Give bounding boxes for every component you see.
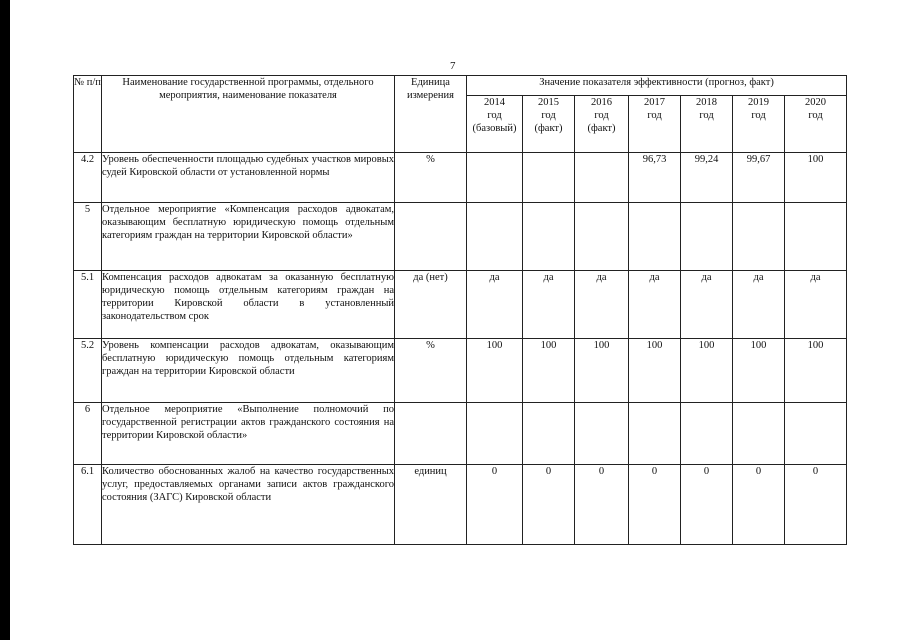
row-value-2016: 0 xyxy=(575,465,629,545)
header-year-3 xyxy=(629,96,681,153)
header-year-year: 2018 xyxy=(696,97,717,108)
row-value-2020: да xyxy=(785,271,847,339)
row-unit xyxy=(395,403,467,465)
row-value-2017 xyxy=(629,203,681,271)
table-body xyxy=(74,153,847,545)
row-value-2020: 0 xyxy=(785,465,847,545)
scan-edge-bar xyxy=(0,0,10,640)
row-value-2018: 99,24 xyxy=(681,153,733,203)
header-year-0 xyxy=(467,96,523,153)
header-year-note: (базовый) xyxy=(472,123,517,134)
row-value-2020: 100 xyxy=(785,153,847,203)
header-number: № п/п xyxy=(74,76,102,153)
table-row xyxy=(74,153,847,203)
header-year-4 xyxy=(681,96,733,153)
header-year-1 xyxy=(523,96,575,153)
row-value-2020: 100 xyxy=(785,339,847,403)
header-year-year: 2017 xyxy=(644,97,665,108)
row-value-2019: 0 xyxy=(733,465,785,545)
row-value-2016: 100 xyxy=(575,339,629,403)
row-unit xyxy=(395,203,467,271)
row-value-2015 xyxy=(523,203,575,271)
row-number: 5.2 xyxy=(74,339,102,403)
header-year-unit: год xyxy=(699,110,714,121)
row-value-2015 xyxy=(523,403,575,465)
row-value-2017 xyxy=(629,403,681,465)
row-value-2014 xyxy=(467,153,523,203)
header-year-year: 2019 xyxy=(748,97,769,108)
header-year-5 xyxy=(733,96,785,153)
row-name: Уровень компенсации расходов адвокатам, оказывающим бесплатную юридическую помощь отдельным категориям граждан на территории Кировской области xyxy=(102,339,395,403)
row-value-2015: 100 xyxy=(523,339,575,403)
header-year-note: (факт) xyxy=(534,123,563,134)
header-unit: Единица измерения xyxy=(395,76,467,153)
header-year-unit: год xyxy=(594,110,609,121)
row-name: Отдельное мероприятие «Компенсация расходов адвокатам, оказывающим бесплатную юридическую помощь отдельным категориям граждан на территории Кировской области» xyxy=(102,203,395,271)
row-value-2016 xyxy=(575,153,629,203)
row-unit: % xyxy=(395,153,467,203)
row-value-2018: 100 xyxy=(681,339,733,403)
header-year-6 xyxy=(785,96,847,153)
row-number: 5.1 xyxy=(74,271,102,339)
header-year-unit: год xyxy=(808,110,823,121)
row-value-2019: 100 xyxy=(733,339,785,403)
row-value-2018: 0 xyxy=(681,465,733,545)
table-row xyxy=(74,465,847,545)
header-year-year: 2014 xyxy=(484,97,505,108)
row-value-2019: 99,67 xyxy=(733,153,785,203)
row-name: Отдельное мероприятие «Выполнение полномочий по государственной регистрации актов гражданского состояния на территории Кировской области» xyxy=(102,403,395,465)
header-year-unit: год xyxy=(751,110,766,121)
row-value-2019 xyxy=(733,403,785,465)
row-value-2015 xyxy=(523,153,575,203)
row-number: 4.2 xyxy=(74,153,102,203)
row-value-2019 xyxy=(733,203,785,271)
row-value-2016: да xyxy=(575,271,629,339)
header-year-year: 2020 xyxy=(805,97,827,108)
header-year-unit: год xyxy=(647,110,662,121)
row-value-2017: 0 xyxy=(629,465,681,545)
indicators-table xyxy=(73,75,847,545)
row-value-2014 xyxy=(467,203,523,271)
row-value-2016 xyxy=(575,203,629,271)
table-row xyxy=(74,271,847,339)
row-value-2019: да xyxy=(733,271,785,339)
header-value: Значение показателя эффективности (прогноз, факт) xyxy=(467,76,847,96)
header-year-unit: год xyxy=(487,110,502,121)
table-row xyxy=(74,403,847,465)
row-value-2017: 100 xyxy=(629,339,681,403)
row-value-2014: 100 xyxy=(467,339,523,403)
row-value-2017: да xyxy=(629,271,681,339)
row-number: 6.1 xyxy=(74,465,102,545)
row-value-2018 xyxy=(681,403,733,465)
row-name: Количество обоснованных жалоб на качество государственных услуг, предоставляемых органами записи актов гражданского состояния (ЗАГС) Кировской области xyxy=(102,465,395,545)
header-year-unit: год xyxy=(541,110,556,121)
row-value-2015: 0 xyxy=(523,465,575,545)
row-name: Уровень обеспеченности площадью судебных участков мировых судей Кировской области от установленной нормы xyxy=(102,153,395,203)
row-value-2014 xyxy=(467,403,523,465)
row-value-2018 xyxy=(681,203,733,271)
row-unit: % xyxy=(395,339,467,403)
header-year-year: 2016 xyxy=(591,97,612,108)
row-number: 6 xyxy=(74,403,102,465)
row-unit: да (нет) xyxy=(395,271,467,339)
header-row-top xyxy=(74,76,847,96)
row-value-2016 xyxy=(575,403,629,465)
table-row xyxy=(74,203,847,271)
header-name: Наименование государственной программы, отдельного мероприятия, наименование показателя xyxy=(102,76,395,153)
row-name: Компенсация расходов адвокатам за оказанную бесплатную юридическую помощь отдельным категориям граждан на территории Кировской области в установленный законодательством срок xyxy=(102,271,395,339)
header-year-2 xyxy=(575,96,629,153)
header-year-year: 2015 xyxy=(538,97,559,108)
row-value-2018: да xyxy=(681,271,733,339)
row-value-2020 xyxy=(785,403,847,465)
row-unit: единиц xyxy=(395,465,467,545)
page-number: 7 xyxy=(450,60,456,72)
table-row xyxy=(74,339,847,403)
row-value-2014: да xyxy=(467,271,523,339)
row-value-2020 xyxy=(785,203,847,271)
row-number: 5 xyxy=(74,203,102,271)
row-value-2014: 0 xyxy=(467,465,523,545)
row-value-2015: да xyxy=(523,271,575,339)
row-value-2017: 96,73 xyxy=(629,153,681,203)
header-year-note: (факт) xyxy=(587,123,616,134)
